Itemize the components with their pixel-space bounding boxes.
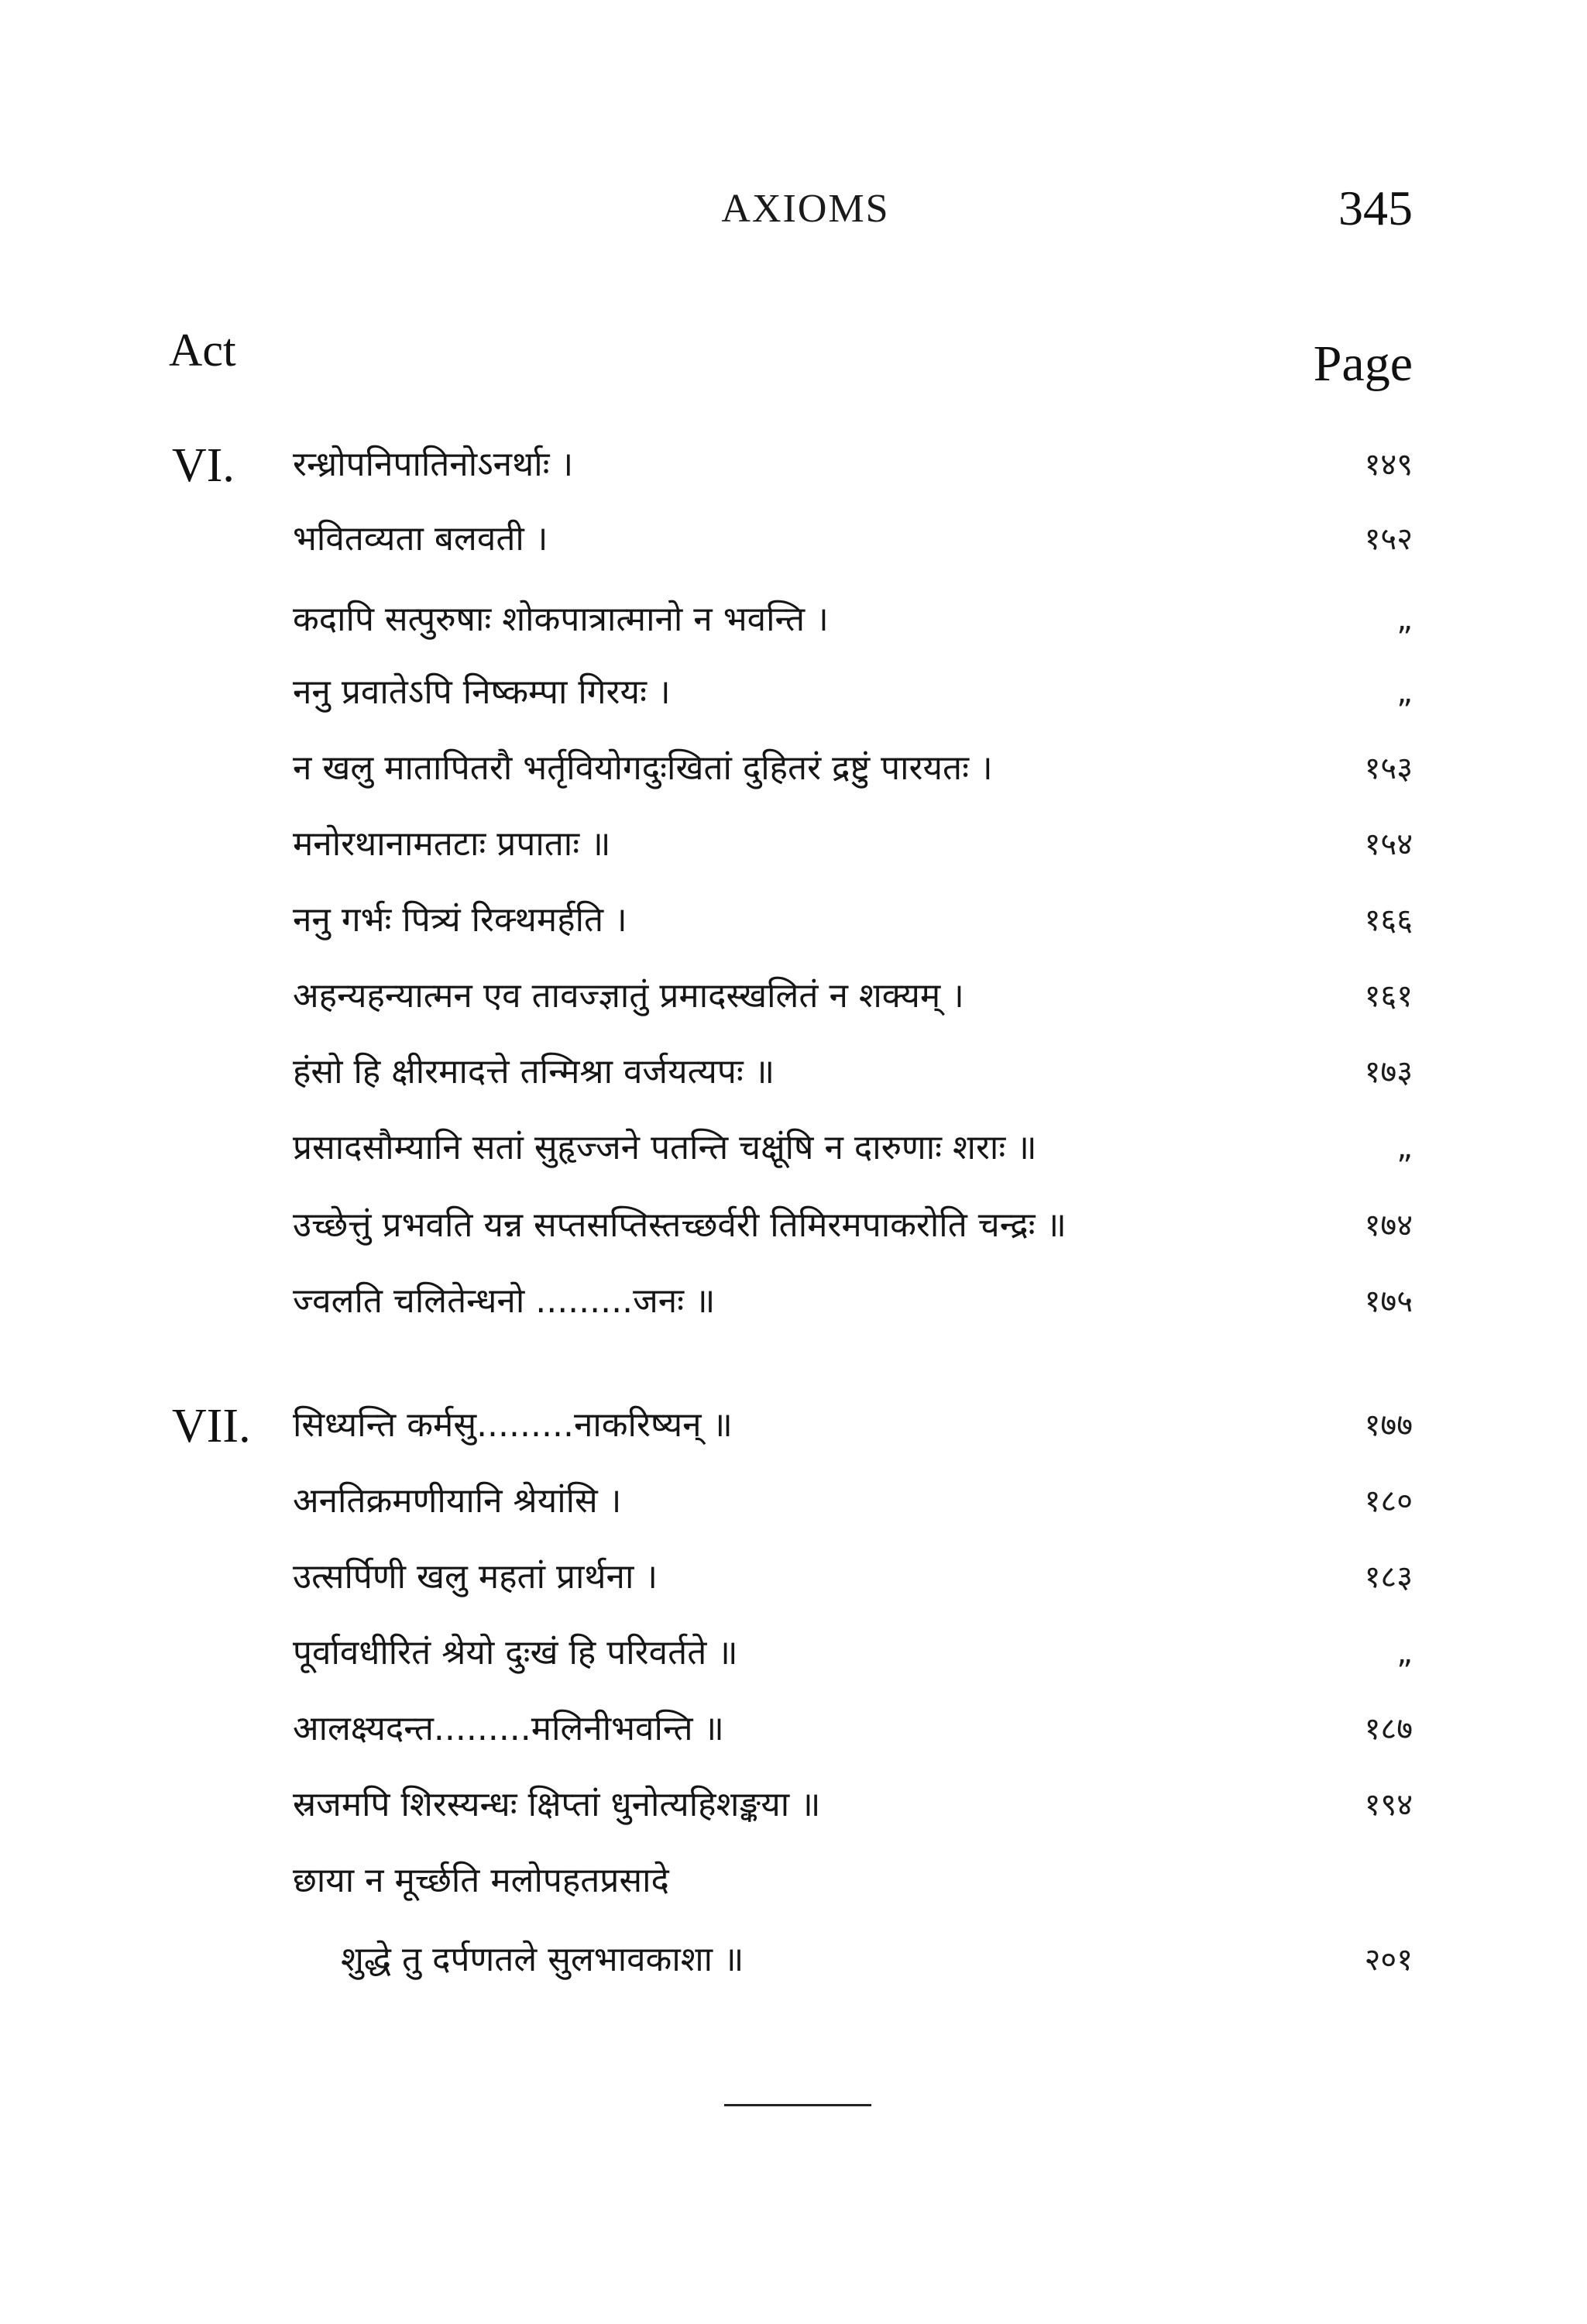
axiom-text: उच्छेत्तुं प्रभवति यन्न सप्तसप्तिस्तच्छर्वरी तिमिरमपाकरोति चन्द्रः ॥	[293, 1205, 1067, 1245]
act-number: VI.	[172, 439, 235, 492]
axiom-row	[0, 745, 1587, 815]
page-reference: १७५	[1364, 1284, 1413, 1319]
axiom-row	[0, 1706, 1587, 1776]
page-reference: १७७	[1364, 1408, 1413, 1443]
running-title: AXIOMS	[721, 187, 890, 231]
axiom-row	[0, 596, 1587, 666]
page-reference: १५४	[1364, 827, 1413, 862]
page-reference: १५३	[1364, 751, 1413, 786]
page-reference: १८३	[1364, 1559, 1413, 1595]
page-reference: १७४	[1364, 1208, 1413, 1243]
axiom-row	[0, 516, 1587, 586]
axiom-row	[0, 669, 1587, 739]
axiom-row	[0, 821, 1587, 891]
axiom-text: ननु गर्भः पित्र्यं रिक्थमर्हति ।	[293, 900, 627, 940]
axiom-row	[0, 1125, 1587, 1195]
axiom-row	[0, 1402, 1587, 1472]
page-reference: १८०	[1364, 1483, 1413, 1519]
page-reference: „	[1396, 1635, 1413, 1671]
axiom-row	[0, 1202, 1587, 1272]
axiom-row	[0, 1278, 1587, 1348]
axiom-row	[0, 1630, 1587, 1700]
page-reference: १६१	[1364, 978, 1413, 1014]
axiom-text: प्रसादसौम्यानि सतां सुहृज्जने पतन्ति चक्षूंषि न दारुणाः शराः ॥	[293, 1128, 1037, 1167]
page-reference: १८७	[1364, 1711, 1413, 1747]
column-header-act: Act	[169, 325, 236, 376]
axiom-text: हंसो हि क्षीरमादत्ते तन्मिश्रा वर्जयत्यपः ॥	[293, 1052, 775, 1092]
axiom-text: ज्वलति चलितेन्धनो .........जनः ॥	[293, 1281, 716, 1321]
page-reference: १४९	[1364, 447, 1413, 483]
axiom-row	[0, 1554, 1587, 1624]
axiom-text: भवितव्यता बलवती ।	[293, 519, 548, 559]
page-reference: १५२	[1364, 521, 1413, 557]
section-end-rule	[724, 2104, 871, 2106]
axiom-text: रन्ध्रोपनिपातिनोऽनर्थाः ।	[293, 445, 574, 484]
axiom-row	[0, 1937, 1587, 2006]
page-reference: १९४	[1364, 1787, 1413, 1823]
page-reference: २०१	[1364, 1942, 1413, 1978]
axiom-row	[0, 973, 1587, 1043]
axiom-text: ननु प्रवातेऽपि निष्कम्पा गिरयः ।	[293, 672, 671, 712]
axiom-text: अनतिक्रमणीयानि श्रेयांसि ।	[293, 1481, 622, 1521]
axiom-text: आलक्ष्यदन्त.........मलिनीभवन्ति ॥	[293, 1709, 724, 1748]
axiom-row	[0, 439, 1587, 511]
axiom-row	[0, 1858, 1587, 1927]
page-number: 345	[1338, 180, 1413, 235]
axiom-text: अहन्यहन्यात्मन एव तावज्ज्ञातुं प्रमादस्खलितं न शक्यम् ।	[293, 976, 964, 1016]
page-reference: „	[1396, 602, 1413, 638]
page-reference: „	[1396, 675, 1413, 710]
axiom-text: स्रजमपि शिरस्यन्धः क्षिप्तां धुनोत्यहिशङ्कया ॥	[293, 1785, 821, 1824]
page-reference: „	[1396, 1130, 1413, 1166]
axiom-text: छाया न मूर्च्छति मलोपहतप्रसादे	[293, 1861, 669, 1900]
axiom-row	[0, 1478, 1587, 1548]
axiom-text: पूर्वावधीरितं श्रेयो दुःखं हि परिवर्तते ॥	[293, 1633, 738, 1673]
axiom-row	[0, 1049, 1587, 1119]
axiom-row	[0, 897, 1587, 967]
axiom-text: उत्सर्पिणी खलु महतां प्रार्थना ।	[293, 1557, 658, 1597]
axiom-text: सिध्यन्ति कर्मसु.........नाकरिष्यन् ॥	[293, 1405, 733, 1445]
column-header-page: Page	[1313, 335, 1413, 392]
axiom-text: कदापि सत्पुरुषाः शोकपात्रात्मानो न भवन्ति ।	[293, 600, 829, 639]
axiom-text: मनोरथानामतटाः प्रपाताः ॥	[293, 824, 611, 864]
act-number: VII.	[172, 1400, 251, 1452]
page-reference: १७३	[1364, 1054, 1413, 1090]
page-reference: १६६	[1364, 902, 1413, 938]
axiom-text: न खलु मातापितरौ भर्तृवियोगदुःखितां दुहितरं द्रष्टुं पारयतः ।	[293, 748, 993, 788]
axiom-row	[0, 1782, 1587, 1851]
axiom-text: शुद्धे तु दर्पणतले सुलभावकाशा ॥	[341, 1940, 744, 1979]
